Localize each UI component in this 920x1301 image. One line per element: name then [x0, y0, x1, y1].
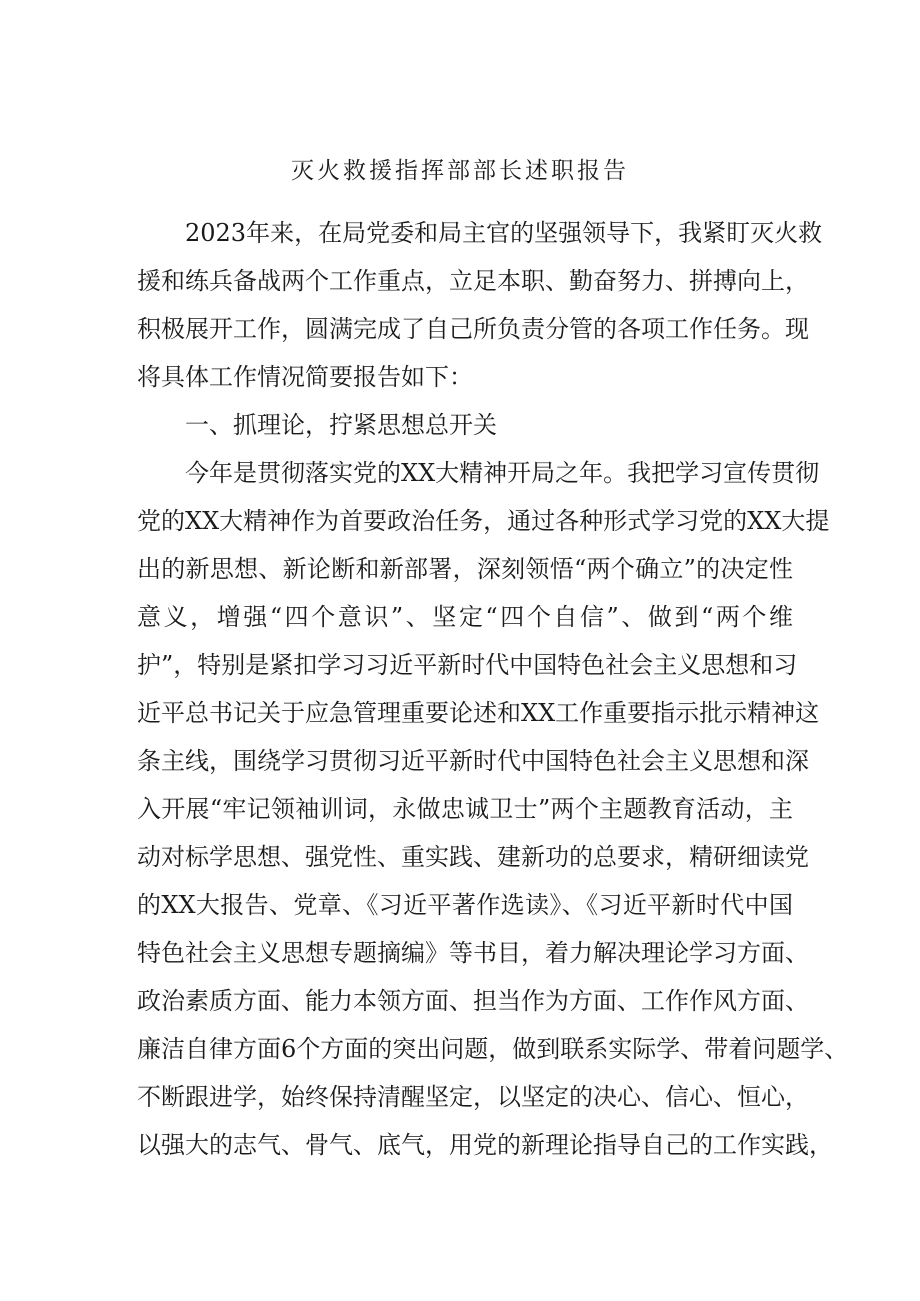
paragraph-line: 廉洁自律方面6个方面的突出问题，做到联系实际学、带着问题学、 [137, 1035, 849, 1063]
paragraph-line: 动对标学思想、强党性、重实践、建新功的总要求，精研细读党 [137, 843, 809, 871]
paragraph-line: 政治素质方面、能力本领方面、担当作为方面、工作作风方面、 [137, 987, 809, 1015]
paragraph-line: 近平总书记关于应急管理重要论述和XX工作重要指示批示精神这 [137, 699, 820, 727]
paragraph-line: 2023年来，在局党委和局主官的坚强领导下，我紧盯灭火救 [185, 219, 823, 247]
paragraph-line: 条主线，围绕学习贯彻习近平新时代中国特色社会主义思想和深 [137, 747, 809, 775]
paragraph-line: 以强大的志气、骨气、底气，用党的新理论指导自己的工作实践， [137, 1131, 833, 1159]
paragraph-line: 入开展“牢记领袖训词，永做忠诚卫士”两个主题教育活动，主 [137, 795, 793, 823]
section-heading: 一、抓理论，拧紧思想总开关 [185, 411, 497, 439]
paragraph-line: 护”，特别是紧扣学习习近平新时代中国特色社会主义思想和习 [137, 651, 798, 679]
document-title: 灭火救援指挥部部长述职报告 [291, 158, 629, 184]
paragraph-line: 出的新思想、新论断和新部署，深刻领悟“两个确立”的决定性 [137, 555, 793, 583]
paragraph-line: 今年是贯彻落实党的XX大精神开局之年。我把学习宣传贯彻 [185, 459, 820, 487]
paragraph-line: 将具体工作情况简要报告如下： [137, 363, 473, 391]
paragraph-line: 党的XX大精神作为首要政治任务，通过各种形式学习党的XX大提 [137, 507, 830, 535]
paragraph-line: 不断跟进学，始终保持清醒坚定，以坚定的决心、信心、恒心， [137, 1083, 809, 1111]
paragraph-line: 特色社会主义思想专题摘编》等书目，着力解决理论学习方面、 [137, 939, 809, 967]
paragraph-line: 援和练兵备战两个工作重点，立足本职、勤奋努力、拼搏向上， [137, 267, 809, 295]
paragraph-line: 积极展开工作，圆满完成了自己所负责分管的各项工作任务。现 [137, 315, 809, 343]
paragraph-line: 的XX大报告、党章、《习近平著作选读》、《习近平新时代中国 [137, 891, 793, 919]
paragraph-line: 意义，增强“四个意识”、坚定“四个自信”、做到“两个维 [137, 603, 793, 631]
